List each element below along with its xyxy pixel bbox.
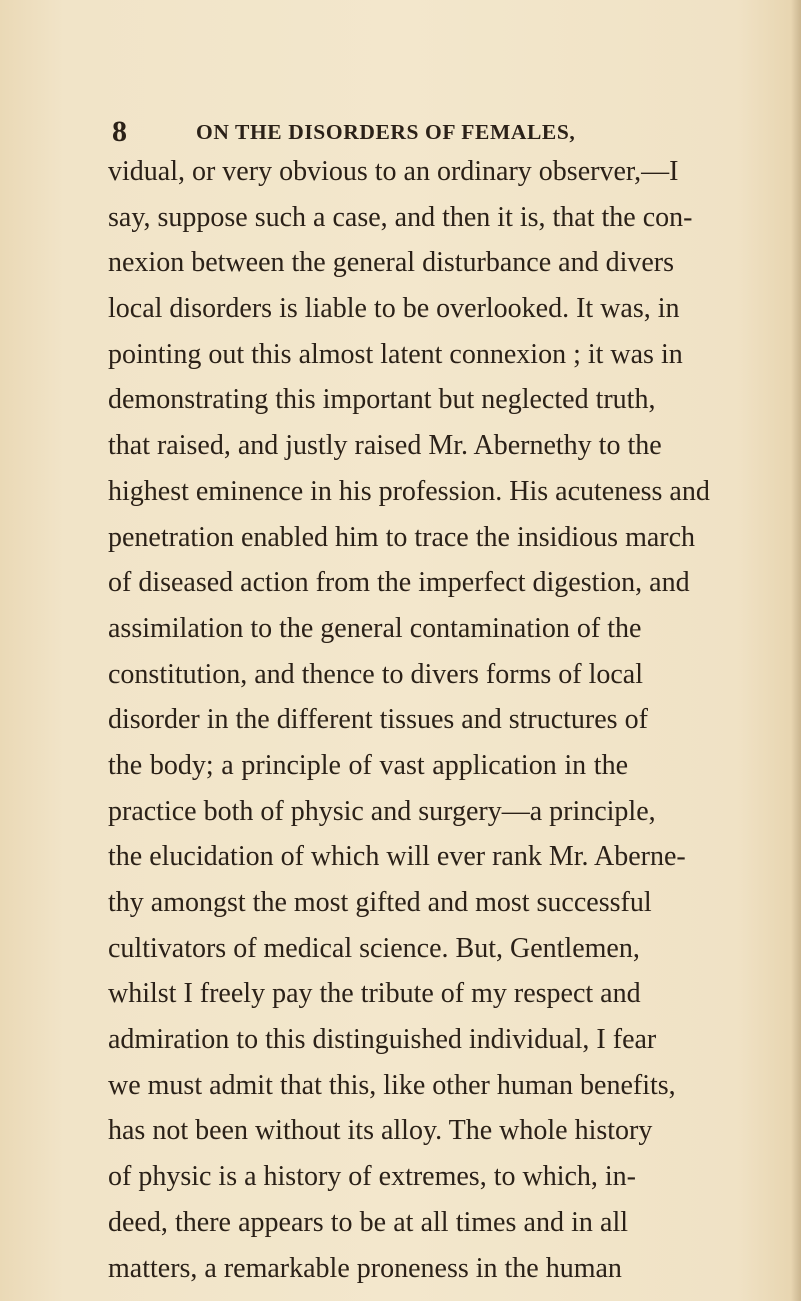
text-line: cultivators of medical science. But, Gentlemen, <box>108 932 640 964</box>
text-line: local disorders is liable to be overlooked. It was, in <box>108 293 680 325</box>
body-text <box>108 149 710 1291</box>
text-line: practice both of physic and surgery—a principle, <box>108 795 656 827</box>
text-line: that raised, and justly raised Mr. Abernethy to the <box>108 430 662 462</box>
text-line: demonstrating this important but neglected truth, <box>108 384 656 416</box>
text-line: highest eminence in his profession. His acuteness and <box>108 475 710 507</box>
running-head <box>0 112 801 152</box>
text-line: thy amongst the most gifted and most successful <box>108 887 652 918</box>
text-line: say, suppose such a case, and then it is, that the con- <box>108 201 693 233</box>
text-line: the elucidation of which will ever rank Mr. Aberne- <box>108 841 686 873</box>
text-line: of diseased action from the imperfect digestion, and <box>108 567 690 599</box>
text-line: vidual, or very obvious to an ordinary observer,—I <box>108 156 679 187</box>
running-head-title: ON THE DISORDERS OF FEMALES, <box>196 120 576 144</box>
text-line: deed, there appears to be at all times and in all <box>108 1206 628 1238</box>
text-line: whilst I freely pay the tribute of my respect and <box>108 978 641 1010</box>
page-number: 8 <box>112 115 127 148</box>
text-line: has not been without its alloy. The whole history <box>108 1115 653 1147</box>
text-line: matters, a remarkable proneness in the human <box>108 1252 622 1284</box>
page-edge-shadow <box>791 0 801 1301</box>
text-line: disorder in the different tissues and structures of <box>108 704 648 736</box>
text-line: admiration to this distinguished individual, I fear <box>108 1024 657 1056</box>
text-line: nexion between the general disturbance and divers <box>108 247 675 279</box>
text-line: assimilation to the general contamination of the <box>108 612 642 644</box>
text-line: penetration enabled him to trace the insidious march <box>108 521 696 553</box>
text-line: the body; a principle of vast application in the <box>108 749 628 781</box>
text-line: constitution, and thence to divers forms of local <box>108 658 643 690</box>
text-line: of physic is a history of extremes, to which, in- <box>108 1161 637 1193</box>
text-line: we must admit that this, like other human benefits, <box>108 1069 676 1101</box>
text-line: pointing out this almost latent connexion ; it was in <box>108 338 683 370</box>
